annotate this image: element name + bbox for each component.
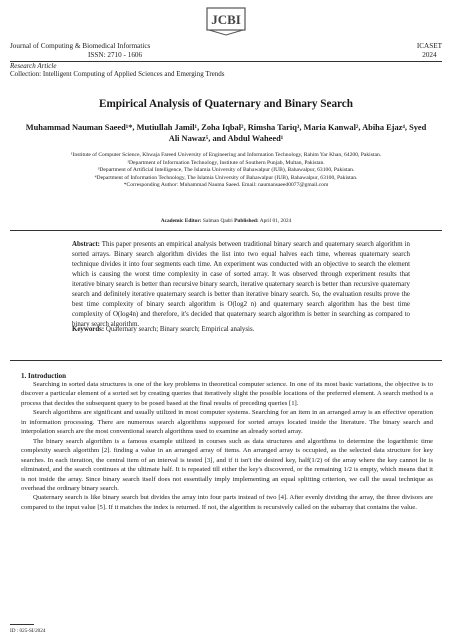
logo-text: JCBI (211, 12, 241, 27)
paragraph: Quaternary search is like binary search but divides the array into four parts instead of two [4]. After evenly dividing the array, the three divisors are compared to the input value [5]. If it matches the index is returned. If not, the algorithm is recursively called on the subarray that contains the value. (21, 494, 433, 511)
published-label: Published: (234, 218, 259, 224)
article-type: Research Article (10, 62, 57, 70)
abstract-label: Abstract: (72, 241, 100, 248)
keywords-text: Quaternary search; Binary search; Empirical analysis. (105, 326, 255, 333)
abstract (72, 240, 410, 330)
affiliation-4: ⁴Department of Information Technology, The Islamia University of Bahawalpur (IUB), Bahawalpur, 63100, Pakistan. (94, 174, 358, 181)
conference-info (417, 42, 442, 60)
keywords-label: Keywords: (72, 326, 105, 333)
published-date: April 01, 2024 (259, 218, 292, 224)
editor-label: Academic Editor: (160, 218, 202, 224)
paper-title: Empirical Analysis of Quaternary and Binary Search (98, 98, 353, 110)
jcbi-logo-icon (205, 6, 247, 36)
author-list: Muhammad Nauman Saeed¹*, Mutiullah Jamil¹, Zoha Iqbal², Rimsha Tariq³, Maria Kanwal², Abiha Ejaz⁴, Syed Ali Nawaz⁵, and Abdul Waheed¹ (25, 123, 427, 143)
footer-id: ID : 025-SI/2024 (10, 628, 46, 634)
paragraph: Searching in sorted data structures is one of the key problems in theoretical computer science. In one of its most basic variations, the objective is to discover a particular element of a sorted set by creating queries that iteratively slight the possible locations of the preferred element. A search method is a process that decides the subsequent query to be posed based at the final results of preceding queries [1]. (21, 381, 433, 407)
journal-info (10, 42, 150, 60)
abstract-bottom-divider (10, 360, 442, 361)
journal-name: Journal of Computing & Biomedical Informatics (10, 42, 151, 50)
keywords (72, 325, 410, 334)
section-heading: 1. Introduction (21, 372, 66, 380)
affiliation-3: ³Department of Artificial Intelligence, The Islamia University of Bahawalpur (IUB), Bahawalpur, 63100, Pakistan. (97, 167, 355, 174)
corresponding-author: *Corresponding Author: Muhammad Nauma Saeed. Email: naumansaeed0077@gmail.com (123, 182, 329, 189)
editor-name: Salman Qadri (202, 218, 233, 224)
journal-logo (205, 6, 247, 36)
footer-divider (10, 624, 34, 625)
affiliation-2: ²Department of Information Technology, Institute of Southern Punjab, Multan, Pakistan. (127, 159, 325, 166)
editor-line (0, 218, 452, 224)
conference-name: ICASET (416, 42, 442, 50)
affiliations (14, 152, 438, 190)
collection-line: Collection: Intelligent Computing of Applied Sciences and Emerging Trends (10, 70, 225, 78)
journal-issn: ISSN: 2710 - 1606 (88, 51, 143, 59)
abstract-text: This paper presents an empirical analysis between traditional binary search and quaternary search algorithm in sorted arrays. Binary search algorithm divides the list into two equal halves each time, whereas quaternary search technique divides it into four segments each time. An experiment was conducted with an objective to search the element which is causing the worst time complexity in case of sorted array. It was observed through experiment results that iterative binary search is better than recursive binary search, iterative quaternary search is better than recursive quaternary search and definitely iterative quaternary search is better than iterative binary search. So, the evaluation results prove the best time complexity of binary search algorithm is O(log2 n) and quaternary search algorithm has the best time complexity of O(log4n) and therefore, it's decided that quaternary search algorithm is better in searching as compared to binary search algorithm. (72, 241, 410, 328)
conference-year: 2024 (422, 51, 437, 59)
affiliation-1: ¹Institute of Computer Science, Khwaja Fareed University of Engineering and Information Technology, Rahim Yar Khan, 64200, Pakistan. (70, 152, 382, 158)
header-divider (10, 61, 442, 62)
abstract-top-divider (10, 230, 442, 231)
paragraph: Search algorithms are significant and usually utilized in most computer systems. Searching for an item in an arranged array is an effective operation in information processing. There are numerous search algorithms supposed for sorted arrays located inside the literature. The binary search and interpolation search are the most conventional search algorithms used to examine an already sorted array. (21, 409, 433, 436)
section-body (21, 380, 433, 512)
paragraph: The binary search algorithm is a famous example utilized in courses such as data structures and algorithms to determine the logarithmic time complexity search algorithm [2]. finding a value in an arranged array of items. An arranged array is occupied, as the selected data structure for key searches. In each iteration, the central item of an interval is tested [3], and if it isn't the desired key, half(1/2) of the array where the key cannot lie is eliminated, and the search continues at the ultimate half. It is repeated till either the key's discovered, or the remaining 1/2 is empty, which means that it is not inside the array. Since binary search itself does not essentially imply implementing an equal splitting criterion, we call the usual technique as overhead the ordinary binary search. (21, 437, 433, 492)
